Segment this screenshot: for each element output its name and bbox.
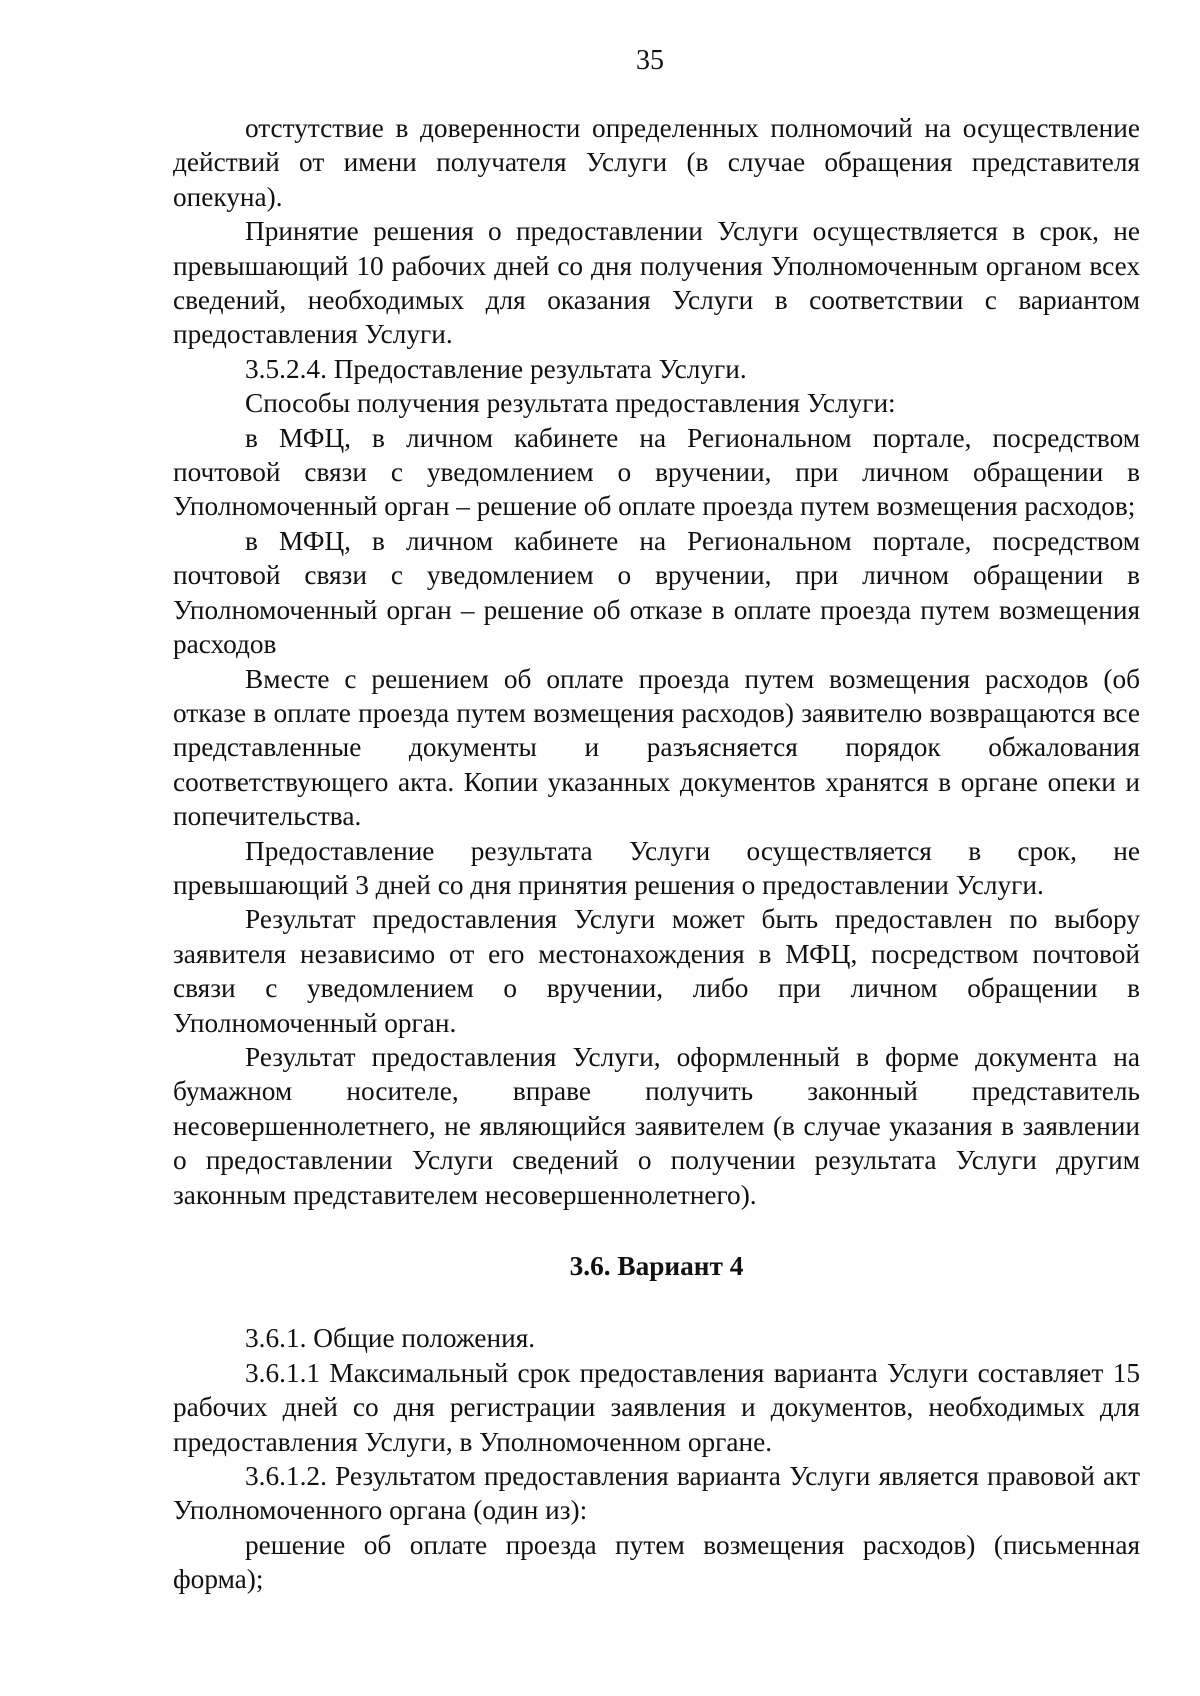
paragraph: Способы получения результата предоставления Услуги:: [245, 388, 896, 419]
paragraph: Результат предоставления Услуги, оформленный в форме документа на бумажном носителе, вправе получить законный представитель несовершеннолетнего, не являющийся заявителем (в случае указания в заявлении о предоставлении Услуги сведений о получении результата Услуги другим законным представителем несовершеннолетнего).: [173, 1041, 1140, 1210]
paragraph: Вместе с решением об оплате проезда путем возмещения расходов (об отказе в оплате проезда путем возмещения расходов) заявителю возвращаются все представленные документы и разъясняется порядок обжалования соответствующего акта. Копии указанных документов хранятся в органе опеки и попечительства.: [173, 663, 1140, 832]
paragraph: отстутствие в доверенности определенных полномочий на осуществление действий от имени получателя Услуги (в случае обращения представителя опекуна).: [173, 113, 1140, 212]
paragraph: 3.5.2.4. Предоставление результата Услуги.: [245, 353, 747, 384]
paragraph: в МФЦ, в личном кабинете на Региональном портале, посредством почтовой связи с уведомлением о вручении, при личном обращении в Уполномоченный орган – решение об оплате проезда путем возмещения расходов;: [173, 422, 1140, 522]
page-number: 35: [636, 45, 664, 76]
paragraph: 3.6.1. Общие положения.: [245, 1323, 536, 1354]
paragraph: решение об оплате проезда путем возмещения расходов) (письменная форма);: [173, 1529, 1140, 1595]
section-heading: 3.6. Вариант 4: [569, 1251, 744, 1281]
paragraph: Результат предоставления Услуги может быть предоставлен по выбору заявителя независимо от его местонахождения в МФЦ, посредством почтовой связи с уведомлением о вручении, либо при личном обращении в Уполномоченный орган.: [173, 904, 1140, 1038]
document-body: [173, 111, 1140, 1597]
paragraph: 3.6.1.1 Максимальный срок предоставления варианта Услуги составляет 15 рабочих дней со дня регистрации заявления и документов, необходимых для предоставления Услуги, в Уполномоченном органе.: [173, 1357, 1140, 1457]
paragraph: в МФЦ, в личном кабинете на Региональном портале, посредством почтовой связи с уведомлением о вручении, при личном обращении в Уполномоченный орган – решение об отказе в оплате проезда путем возмещения расходов: [173, 525, 1140, 660]
paragraph: Предоставление результата Услуги осуществляется в срок, не превышающий 3 дней со дня принятия решения о предоставлении Услуги.: [173, 835, 1140, 900]
paragraph: Принятие решения о предоставлении Услуги осуществляется в срок, не превышающий 10 рабочих дней со дня получения Уполномоченным органом всех сведений, необходимых для оказания Услуги в соответствии с вариантом предоставления Услуги.: [173, 216, 1140, 350]
paragraph: 3.6.1.2. Результатом предоставления варианта Услуги является правовой акт Уполномоченного органа (один из):: [173, 1461, 1140, 1526]
